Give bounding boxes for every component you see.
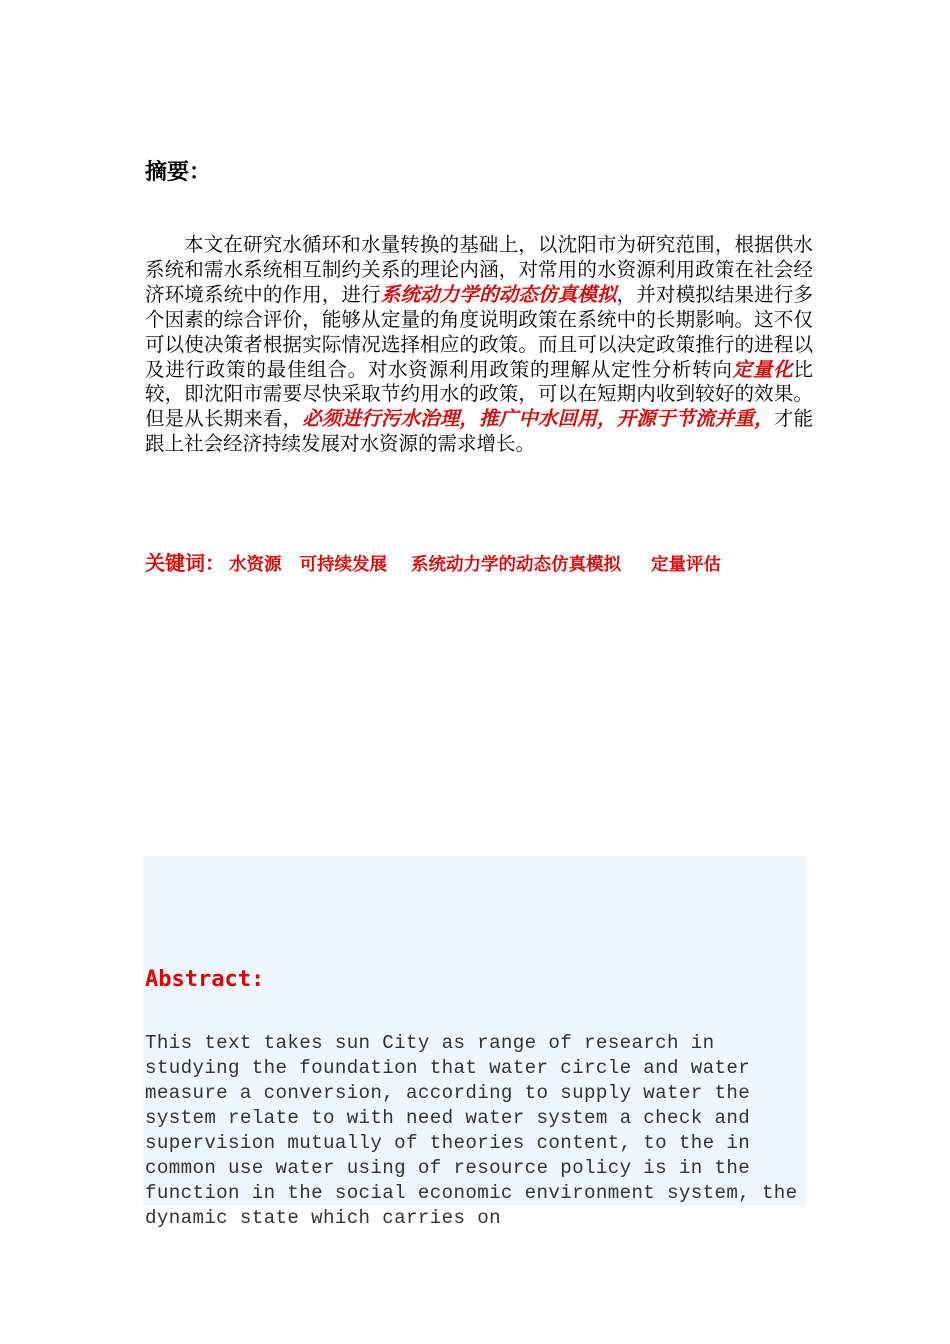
abstract-cn-segment: ，并对模拟结果进行多个因素的综合评价，能够从定量的角度说明政策在系统中的长期影响。这不仅可以使决策者根据实际情况选择相应的政策。而且可以决定政策推行的进程以及进行政策的最佳组合。对水资源利用政策的理解从定性分析转向 <box>145 282 813 381</box>
abstract-en-title: Abstract: <box>145 967 265 992</box>
keywords-line <box>145 547 721 576</box>
keywords-label: 关键词： <box>145 551 225 575</box>
abstract-cn-paragraph <box>145 233 813 457</box>
abstract-cn-segment: 才能跟上社会经济持续发展对水资源的需求增长。 <box>145 407 813 456</box>
abstract-en-paragraph: This text takes sun City as range of research in studying the foundation that water circle and water measure a conversion, according to supply water the system relate to with need water system a check and supervision mutually of theories content, to the in common use water using of resource policy is in the function in the social economic environment system, the dynamic state which carries on <box>145 1032 798 1229</box>
keyword-item: 水资源 <box>229 555 282 575</box>
abstract-cn-segment: 本文在研究水循环和水量转换的基础上，以沈阳市为研究范围，根据供水系统和需水系统相互制约关系的理论内涵，对常用的水资源利用政策在社会经济环境系统中的作用，进行 <box>145 233 813 306</box>
abstract-cn-title: 摘要： <box>145 160 212 185</box>
abstract-cn-highlight: 系统动力学的动态仿真模拟 <box>380 282 617 306</box>
abstract-cn-highlight: 必须进行污水治理，推广中水回用，开源于节流并重， <box>302 407 774 431</box>
keyword-item: 定量评估 <box>651 555 721 575</box>
abstract-cn-highlight: 定量化 <box>732 357 794 381</box>
keyword-item: 系统动力学的动态仿真模拟 <box>411 555 621 575</box>
keyword-item: 可持续发展 <box>299 555 387 575</box>
abstract-cn-segment: 比较，即沈阳市需要尽快采取节约用水的政策，可以在短期内收到较好的效果。但是从长期来看， <box>145 357 813 431</box>
